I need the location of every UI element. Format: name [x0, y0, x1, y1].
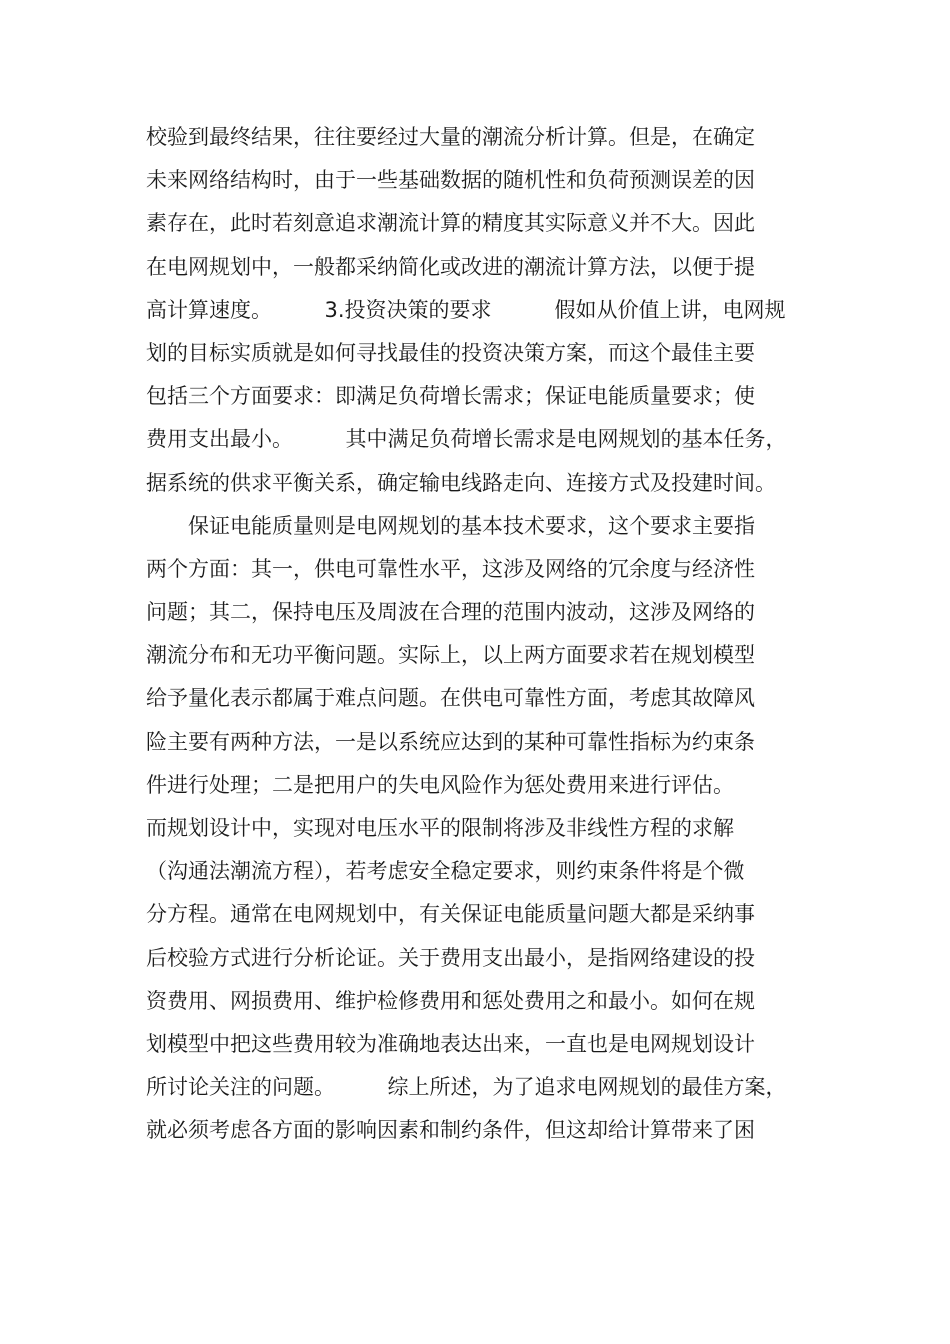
text-line: 素存在，此时若刻意追求潮流计算的精度其实际意义并不大。因此 — [146, 211, 755, 236]
text-line: 就必须考虑各方面的影响因素和制约条件，但这却给计算带来了困 — [146, 1118, 755, 1143]
text-line: 后校验方式进行分析论证。关于费用支出最小，是指网络建设的投 — [146, 945, 755, 970]
text-line: 未来网络结构时，由于一些基础数据的随机性和负荷预测误差的因 — [146, 168, 755, 193]
text-line: 所讨论关注的问题。 综上所述，为了追求电网规划的最佳方案， — [146, 1075, 787, 1100]
text-line: 分方程。通常在电网规划中，有关保证电能质量问题大都是采纳事 — [146, 902, 755, 927]
text-line: 包括三个方面要求：即满足负荷增长需求；保证电能质量要求；使 — [146, 384, 755, 409]
text-line: 险主要有两种方法，一是以系统应达到的某种可靠性指标为约束条 — [146, 729, 755, 754]
text-line: 潮流分布和无功平衡问题。实际上，以上两方面要求若在规划模型 — [146, 643, 755, 668]
body-text — [146, 116, 826, 1153]
text-line: （沟通法潮流方程），若考虑安全稳定要求，则约束条件将是个微 — [146, 859, 745, 884]
text-line: 划模型中把这些费用较为准确地表达出来，一直也是电网规划设计 — [146, 1031, 755, 1056]
text-line: 保证电能质量则是电网规划的基本技术要求，这个要求主要指 — [146, 513, 755, 538]
text-line: 校验到最终结果，往往要经过大量的潮流分析计算。但是，在确定 — [146, 125, 755, 149]
text-line: 件进行处理；二是把用户的失电风险作为惩处费用来进行评估。 — [146, 772, 734, 797]
text-line: 划的目标实质就是如何寻找最佳的投资决策方案，而这个最佳主要 — [146, 340, 755, 365]
text-line: 给予量化表示都属于难点问题。在供电可靠性方面，考虑其故障风 — [146, 686, 755, 711]
text-line: 高计算速度。 3.投资决策的要求 假如从价值上讲，电网规 — [146, 297, 786, 322]
text-line: 在电网规划中，一般都采纳简化或改进的潮流计算方法，以便于提 — [146, 254, 755, 279]
text-line: 费用支出最小。 其中满足负荷增长需求是电网规划的基本任务， — [146, 427, 787, 452]
text-line: 资费用、网损费用、维护检修费用和惩处费用之和最小。如何在规 — [146, 988, 755, 1013]
text-line: 问题；其二，保持电压及周波在合理的范围内波动，这涉及网络的 — [146, 600, 755, 625]
text-line: 而规划设计中，实现对电压水平的限制将涉及非线性方程的求解 — [146, 816, 734, 840]
text-line: 据系统的供求平衡关系，确定输电线路走向、连接方式及投建时间。 — [146, 470, 776, 495]
text-line: 两个方面：其一，供电可靠性水平，这涉及网络的冗余度与经济性 — [146, 556, 755, 581]
